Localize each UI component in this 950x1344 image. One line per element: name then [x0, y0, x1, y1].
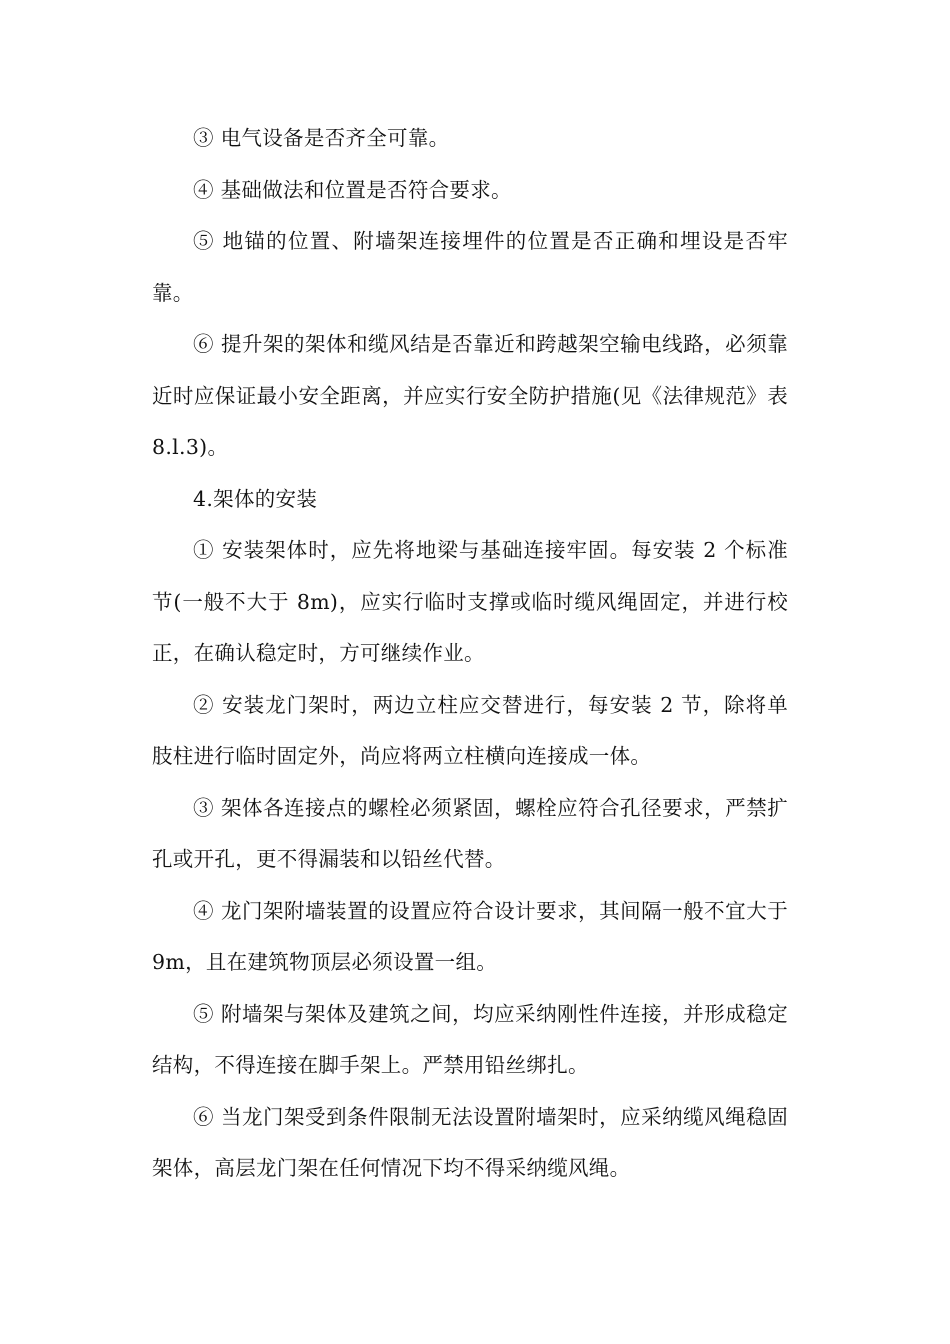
document-body	[152, 113, 788, 1195]
paragraph-rigid-connection: ⑤ 附墙架与架体及建筑之间，均应采纳刚性件连接，并形成稳定结构，不得连接在脚手架上。严禁用铅丝绑扎。	[152, 1001, 788, 1077]
paragraph-check-foundation: ④ 基础做法和位置是否符合要求。	[193, 177, 512, 202]
paragraph-check-electrical: ③ 电气设备是否齐全可靠。	[193, 126, 450, 150]
paragraph-check-power-lines: ⑥ 提升架的架体和缆风结是否靠近和跨越架空输电线路，必须靠近时应保证最小安全距离，并应实行安全防护措施(见《法律规范》表 8.l.3)。	[152, 332, 788, 459]
paragraph-install-frame: ① 安装架体时，应先将地梁与基础连接牢固。每安装 2 个标准节(一般不大于 8m)，应实行临时支撑或临时缆风绳固定，并进行校正，在确认稳定时，方可继续作业。	[152, 538, 788, 665]
section-heading-frame-installation: 4.架体的安装	[193, 486, 318, 511]
paragraph-check-anchor: ⑤ 地锚的位置、附墙架连接埋件的位置是否正确和埋设是否牢靠。	[152, 229, 788, 305]
paragraph-wall-attachment: ④ 龙门架附墙装置的设置应符合设计要求，其间隔一般不宜大于 9m，且在建筑物顶层必须设置一组。	[152, 898, 788, 974]
paragraph-install-gantry: ② 安装龙门架时，两边立柱应交替进行，每安装 2 节，除将单肢柱进行临时固定外，尚应将两立柱横向连接成一体。	[152, 692, 788, 768]
paragraph-guy-ropes: ⑥ 当龙门架受到条件限制无法设置附墙架时，应采纳缆风绳稳固架体，高层龙门架在任何情况下均不得采纳缆风绳。	[152, 1104, 788, 1180]
paragraph-bolts: ③ 架体各连接点的螺栓必须紧固，螺栓应符合孔径要求，严禁扩孔或开孔，更不得漏装和以铅丝代替。	[152, 795, 788, 871]
